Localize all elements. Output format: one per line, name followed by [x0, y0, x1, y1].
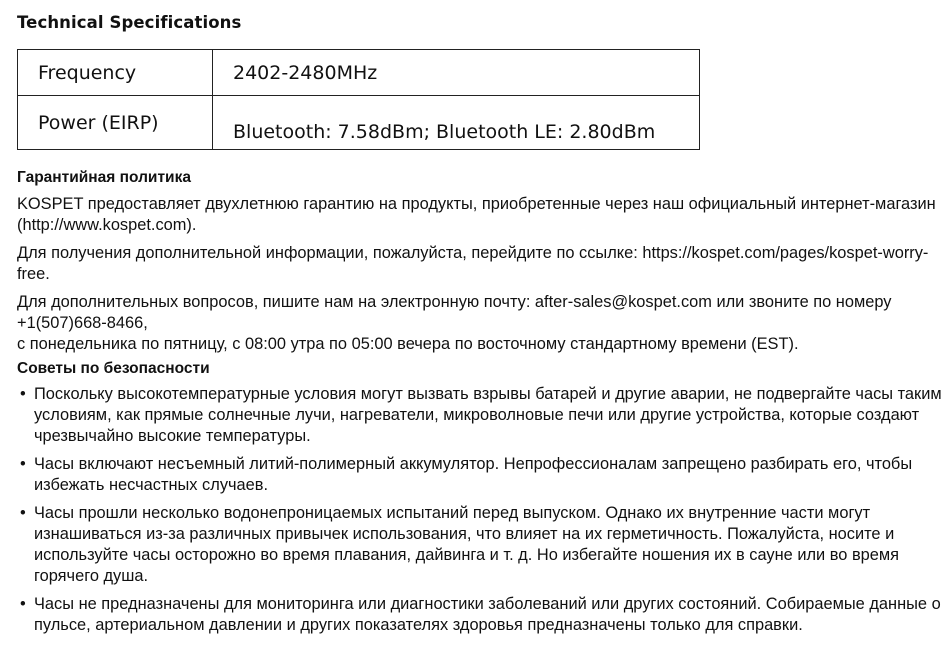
list-item-text: Поскольку высокотемпературные условия могут вызвать взрывы батарей и другие аварии, не подвергайте часы таким условиям, как прямые солнечные лучи, нагреватели, микроволновые печи или другие устройства, которые создают чрезвычайно высокие температуры. — [34, 385, 942, 445]
spec-title: Technical Specifications — [17, 13, 242, 32]
spec-row-power — [18, 96, 700, 150]
warranty-heading: Гарантийная политика — [17, 169, 191, 186]
spec-label: Power (EIRP) — [18, 96, 213, 150]
warranty-paragraph: Для получения дополнительной информации, пожалуйста, перейдите по ссылке: https://kospet.com/pages/kospet-worry-free. — [17, 244, 929, 283]
list-item — [17, 454, 942, 496]
safety-heading: Советы по безопасности — [17, 360, 210, 377]
warranty-paragraph: с понедельника по пятницу, с 08:00 утра по 05:00 вечера по восточному стандартному времени (EST). — [17, 335, 799, 353]
document-page — [17, 10, 942, 636]
warranty-paragraph: Для дополнительных вопросов, пишите нам на электронную почту: after-sales@kospet.com или звоните по номеру +1(507)668-8466, — [17, 293, 892, 332]
bullet: • — [20, 595, 26, 613]
bullet: • — [20, 504, 26, 522]
spec-value: 2402-2480MHz — [213, 50, 700, 96]
bullet: • — [20, 385, 26, 403]
spec-table — [17, 49, 700, 150]
list-item — [17, 384, 942, 447]
bullet: • — [20, 455, 26, 473]
safety-list — [17, 384, 942, 636]
spec-value: Bluetooth: 7.58dBm; Bluetooth LE: 2.80dBm — [213, 96, 700, 150]
list-item-text: Часы не предназначены для мониторинга или диагностики заболеваний или других состояний. Собираемые данные о пульсе, артериальном давлении и других показателях здоровья предназначены только для справки. — [34, 595, 941, 634]
list-item-text: Часы прошли несколько водонепроницаемых испытаний перед выпуском. Однако их внутренние части могут изнашиваться из-за различных привычек использования, что влияет на их герметичность. Пожалуйста, носите и используйте часы осторожно во время плавания, дайвинга и т. д. Но избегайте ношения их в сауне или во время горячего душа. — [34, 504, 900, 585]
warranty-paragraph: KOSPET предоставляет двухлетнюю гарантию на продукты, приобретенные через наш официальный интернет-магазин (http://www.kospet.com). — [17, 195, 936, 234]
list-item — [17, 594, 942, 636]
list-item — [17, 503, 942, 587]
spec-label: Frequency — [18, 50, 213, 96]
spec-row-frequency — [18, 50, 700, 96]
list-item-text: Часы включают несъемный литий-полимерный аккумулятор. Непрофессионалам запрещено разбирать его, чтобы избежать несчастных случаев. — [34, 455, 913, 494]
